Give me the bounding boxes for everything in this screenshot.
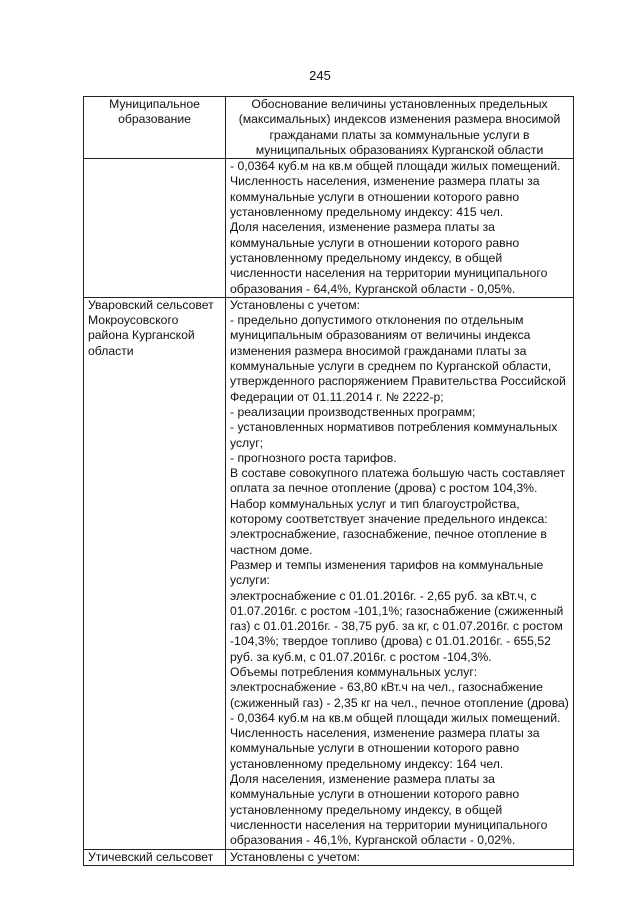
text-line: утвержденного распоряжением Правительства Российской: [230, 374, 566, 389]
header-justification: [226, 97, 574, 159]
text-line: - 0,0364 куб.м на кв.м общей площади жилых помещений.: [230, 159, 561, 174]
text-line: образования - 64,4%, Курганской области - 0,05%.: [230, 281, 516, 296]
justification-cell: [226, 297, 574, 849]
text-line: (максимальных) индексов изменения размера вносимой: [238, 112, 561, 127]
text-line: электроснабжение с 01.01.2016г. - 2,65 руб. за кВт.ч, с: [230, 588, 537, 603]
text-line: услуг;: [230, 435, 264, 450]
text-line: области: [88, 343, 134, 358]
text-line: Объемы потребления коммунальных услуг:: [230, 664, 478, 679]
text-line: электроснабжение - 63,80 кВт.ч на чел., газоснабжение: [230, 680, 543, 695]
text-line: установленному предельному индексу: 415 чел.: [230, 205, 504, 220]
text-line: Уваровский сельсовет: [88, 297, 214, 312]
text-line: частном доме.: [230, 542, 313, 557]
table-header-row: [84, 97, 574, 159]
text-line: численности населения на территории муниципального: [230, 817, 548, 832]
text-line: образования - 46,1%, Курганской области - 0,02%.: [230, 833, 516, 848]
justification-table: [83, 96, 574, 866]
text-line: - предельно допустимого отклонения по отдельным: [230, 313, 524, 328]
text-line: Численность населения, изменение размера платы за: [230, 726, 540, 741]
text-line: изменения размера вносимой гражданами платы за: [230, 343, 527, 358]
header-municipality: [84, 97, 226, 159]
text-line: - реализации производственных программ;: [230, 404, 476, 419]
text-line: муниципальным образованиям от величины индекса: [230, 328, 531, 343]
text-line: гражданами платы за коммунальные услуги в: [269, 127, 530, 142]
text-line: коммунальные услуги в отношении которого равно: [230, 235, 520, 250]
text-line: коммунальные услуги в отношении которого равно: [230, 787, 520, 802]
justification-cell: [226, 849, 574, 865]
text-line: Утичевский сельсовет: [88, 849, 214, 864]
text-line: электроснабжение, газоснабжение, печное отопление в: [230, 527, 547, 542]
text-line: муниципальных образованиях Курганской области: [255, 142, 544, 157]
municipality-cell: [84, 849, 226, 865]
text-line: 01.07.2016г. с ростом -101,1%; газоснабжение (сжиженный: [230, 603, 564, 618]
text-line: Мокроусовского: [88, 313, 179, 328]
text-line: Размер и темпы изменения тарифов на коммунальные: [230, 557, 544, 572]
text-line: оплата за печное отопление (дрова) с ростом 104,3%.: [230, 481, 538, 496]
text-line: руб. за куб.м, с 01.07.2016г. с ростом -104,3%.: [230, 649, 492, 664]
text-line: коммунальные услуги в среднем по Курганской области,: [230, 359, 552, 374]
table-row: [84, 159, 574, 298]
text-line: образование: [118, 112, 191, 127]
text-line: - 0,0364 куб.м на кв.м общей площади жилых помещений.: [230, 710, 561, 725]
text-line: Доля населения, изменение размера платы за: [230, 220, 495, 235]
text-line: Муниципальное: [109, 97, 200, 111]
text-line: услуги:: [230, 573, 270, 588]
text-line: коммунальные услуги в отношении которого равно: [230, 741, 520, 756]
table-row: [84, 297, 574, 849]
text-line: коммунальные услуги в отношении которого равно: [230, 189, 520, 204]
text-line: Установлены с учетом:: [230, 297, 360, 312]
text-line: -104,3%; твердое топливо (дрова) с 01.01.2016г. - 655,52: [230, 634, 551, 649]
text-line: установленному предельному индексу: 164 чел.: [230, 756, 504, 771]
text-line: численности населения на территории муниципального: [230, 266, 548, 281]
text-line: В составе совокупного платежа большую часть составляет: [230, 466, 566, 481]
text-line: газ) с 01.01.2016г. - 38,75 руб. за кг, с 01.07.2016г. с ростом: [230, 619, 563, 634]
text-line: (сжиженный газ) - 2,35 кг на чел., печное отопление (дрова): [230, 695, 569, 710]
text-line: Доля населения, изменение размера платы за: [230, 772, 495, 787]
text-line: Установлены с учетом:: [230, 849, 360, 864]
text-line: Набор коммунальных услуг и тип благоустройства,: [230, 496, 520, 511]
text-line: Численность населения, изменение размера платы за: [230, 174, 540, 189]
text-line: установленному предельному индексу, в общей: [230, 802, 503, 817]
text-line: Обоснование величины установленных предельных: [251, 97, 548, 111]
justification-cell: [226, 159, 574, 298]
text-line: района Курганской: [88, 328, 195, 343]
text-line: установленному предельному индексу, в общей: [230, 250, 503, 265]
text-line: - установленных нормативов потребления коммунальных: [230, 420, 558, 435]
municipality-cell: [84, 297, 226, 849]
table-row: [84, 849, 574, 865]
page-number: 245: [309, 68, 331, 83]
text-line: которому соответствует значение предельного индекса:: [230, 512, 548, 527]
text-line: - прогнозного роста тарифов.: [230, 450, 397, 465]
municipality-cell: [84, 159, 226, 298]
text-line: Федерации от 01.11.2014 г. № 2222-р;: [230, 389, 444, 404]
